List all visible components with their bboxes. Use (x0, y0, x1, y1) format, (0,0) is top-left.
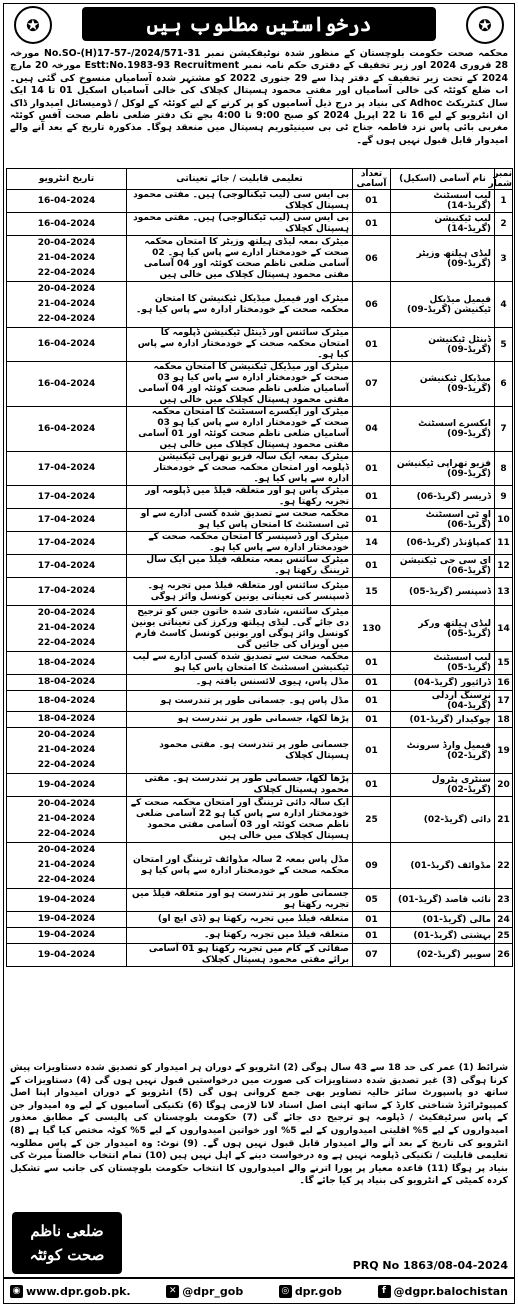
row-post-count: 01 (353, 774, 391, 797)
signature-line-1: ضلعی ناظم (30, 1222, 104, 1240)
interview-date: 19-04-2024 (37, 914, 96, 924)
interview-date: 20-04-2024 (37, 845, 96, 855)
interview-date: 20-04-2024 (37, 799, 96, 809)
interview-date: 17-04-2024 (37, 491, 96, 502)
row-post-name: لیب ٹیکنیشن (گریڈ-14) (391, 213, 495, 236)
interview-date: 19-04-2024 (37, 894, 96, 905)
advertisement-page (3, 3, 515, 1304)
row-post-count: 01 (353, 555, 391, 578)
table-row (7, 213, 513, 236)
interview-date: 17-04-2024 (37, 463, 96, 473)
header-sn: نمبر شمار (488, 169, 512, 189)
row-interview-dates (7, 282, 127, 328)
website-text: www.dpr.gob.pk. (26, 1284, 131, 1298)
table-row (7, 652, 513, 675)
row-post-name: نرسنگ اردلی (گریڈ-04) (391, 691, 495, 712)
footer-instagram[interactable] (279, 1285, 342, 1298)
interview-date: 16-04-2024 (37, 339, 96, 349)
row-serial-number: 26 (495, 944, 513, 967)
interview-date: 16-04-2024 (37, 218, 96, 229)
table-row (7, 912, 513, 928)
table-row (7, 328, 513, 362)
row-interview-dates (7, 578, 127, 606)
advertisement-title: درخواستیں مطلوب ہیں (82, 7, 436, 41)
interview-date: 20-04-2024 (37, 730, 96, 740)
row-interview-dates (7, 675, 127, 691)
row-post-count: 25 (353, 797, 391, 843)
row-qualification: میٹرک اور فیمیل میڈیکل ٹیکنیشن کا امتحان محکمہ صحت کے خودمختار ادارہ سے پاس کیا ہو۔ (127, 282, 353, 328)
signature-line-2: صحت کوئٹہ (29, 1246, 105, 1264)
row-post-name: لیڈی ہیلتھ وزیٹر (گریڈ-09) (391, 236, 495, 282)
table-row (7, 282, 513, 328)
interview-date: 21-04-2024 (37, 623, 96, 633)
row-qualification: میٹرک بمعہ ایک سالہ فزیو تھراپی ٹیکنیشن ڈپلومہ اور امتحان محکمہ صحت کے خودمختار ادارہ سے پاس کیا ہو۔ (127, 452, 353, 486)
interview-date: 16-04-2024 (37, 195, 96, 206)
row-post-name: مڈوائف (گریڈ-01) (391, 843, 495, 889)
table-row (7, 236, 513, 282)
table-row (7, 691, 513, 712)
row-interview-dates (7, 843, 127, 889)
row-post-name: لیب اسسٹنٹ (گریڈ-05) (391, 652, 495, 675)
instagram-icon: ◎ (279, 1285, 292, 1298)
row-post-count: 06 (353, 236, 391, 282)
interview-date: 18-04-2024 (37, 657, 96, 668)
table-row (7, 889, 513, 912)
interview-date: 21-04-2024 (37, 299, 96, 309)
interview-date: 21-04-2024 (37, 253, 96, 263)
row-interview-dates (7, 889, 127, 912)
table-row (7, 774, 513, 797)
row-serial-number: 20 (495, 774, 513, 797)
row-post-count: 01 (353, 912, 391, 928)
table-row (7, 555, 513, 578)
globe-icon: ◉ (10, 1285, 23, 1298)
table-row (7, 509, 513, 532)
row-post-count: 01 (353, 509, 391, 532)
row-post-count: 01 (353, 712, 391, 728)
row-qualification: میٹرک اور ایکسرے اسسٹنٹ کا امتحان محکمہ صحت کے خودمختار ادارہ سے پاس کیا ہو 03 آسامیاں ضلعی ناظم صحت کوئٹہ اور 01 آسامی مفتی محمود ہسپتال کچلاک میں خالی ہیں (127, 407, 353, 452)
table-row (7, 675, 513, 691)
row-post-name: ای سی جی ٹیکنیشن (گریڈ-06) (391, 555, 495, 578)
interview-date: 22-04-2024 (37, 314, 96, 324)
row-qualification: پڑھا لکھا، جسمانی طور پر تندرست ہو۔ مفتی محمود ہسپتال کچلاک (127, 774, 353, 797)
row-interview-dates (7, 213, 127, 236)
row-serial-number: 21 (495, 797, 513, 843)
interview-date: 20-04-2024 (37, 284, 96, 294)
vacancies-table (6, 168, 513, 967)
row-qualification: ایک سالہ دائی ٹریننگ اور امتحان محکمہ صحت کے خودمختار ادارہ سے پاس کیا ہو 22 آسامی ضلعی ناظم صحت کوئٹہ اور 03 آسامی مفتی محمود ہسپتال کچلاک میں خالی ہیں (127, 797, 353, 843)
twitter-icon: ✕ (166, 1285, 179, 1298)
row-serial-number: 17 (495, 691, 513, 712)
row-post-count: 06 (353, 282, 391, 328)
row-serial-number: 13 (495, 578, 513, 606)
row-qualification: بی ایس سی (لیب ٹیکنالوجی) ہیں۔ مفتی محمود ہسپتال کچلاک (127, 213, 353, 236)
row-post-count: 01 (353, 728, 391, 774)
table-row (7, 578, 513, 606)
row-post-name: او ٹی اسسٹنٹ (گریڈ-06) (391, 509, 495, 532)
table-row (7, 190, 513, 213)
row-interview-dates (7, 797, 127, 843)
table-row (7, 407, 513, 452)
header-interview-date: تاریخ انٹرویو (7, 169, 127, 190)
interview-date: 18-04-2024 (37, 695, 96, 706)
row-post-name: میڈیکل ٹیکنیشن (گریڈ-09) (391, 362, 495, 407)
row-post-name: ڈینٹل ٹیکنیشن (گریڈ-09) (391, 328, 495, 362)
interview-date: 21-04-2024 (37, 860, 96, 870)
row-post-name: سنٹری پٹرول (گریڈ-02) (391, 774, 495, 797)
interview-date: 18-04-2024 (37, 677, 96, 687)
row-serial-number: 10 (495, 509, 513, 532)
table-row (7, 797, 513, 843)
row-post-name: کمپاؤنڈر (گریڈ-06) (391, 532, 495, 555)
row-serial-number: 16 (495, 675, 513, 691)
interview-date: 20-04-2024 (37, 608, 96, 618)
table-row (7, 606, 513, 652)
row-post-count: 01 (353, 190, 391, 213)
row-qualification: جسمانی طور پر تندرست ہو اور متعلقہ فیلڈ میں تجربہ رکھتا ہو (127, 889, 353, 912)
health-department-emblem-icon: ✪ (466, 6, 504, 44)
row-qualification: جسمانی طور پر تندرست ہو۔ مفتی محمود ہسپتال کچلاک (127, 728, 353, 774)
interview-date: 21-04-2024 (37, 745, 96, 755)
table-row (7, 843, 513, 889)
table-row (7, 928, 513, 944)
row-post-count: 07 (353, 944, 391, 967)
interview-date: 16-04-2024 (37, 378, 96, 389)
table-row (7, 728, 513, 774)
row-post-count: 15 (353, 578, 391, 606)
row-post-name: لیڈی ہیلتھ ورکر (گریڈ-05) (391, 606, 495, 652)
row-interview-dates (7, 236, 127, 282)
row-serial-number: 2 (495, 213, 513, 236)
row-post-count: 01 (353, 675, 391, 691)
row-post-count: 04 (353, 407, 391, 452)
row-post-name: فزیو تھراپی ٹیکنیشن (گریڈ-09) (391, 452, 495, 486)
row-post-count: 07 (353, 362, 391, 407)
footer-facebook[interactable] (378, 1285, 508, 1298)
row-qualification: میٹرک پاس ہو اور متعلقہ فیلڈ میں ڈپلومہ اور تجربہ رکھتا ہو۔ (127, 486, 353, 509)
row-post-count: 01 (353, 328, 391, 362)
row-interview-dates (7, 728, 127, 774)
row-interview-dates (7, 555, 127, 578)
row-interview-dates (7, 328, 127, 362)
interview-date: 17-04-2024 (37, 537, 96, 548)
row-serial-number: 7 (495, 407, 513, 452)
row-interview-dates (7, 452, 127, 486)
row-qualification: محکمہ صحت سے تصدیق شدہ کسی ادارے سے لیب ٹیکنیشن اسسٹنٹ کا امتحان پاس کیا ہو (127, 652, 353, 675)
row-interview-dates (7, 606, 127, 652)
table-row (7, 452, 513, 486)
interview-date: 22-04-2024 (37, 638, 96, 648)
row-post-name: ایکسرے اسسٹنٹ (گریڈ-09) (391, 407, 495, 452)
table-row (7, 486, 513, 509)
row-serial-number: 19 (495, 728, 513, 774)
row-qualification: میٹرک سائنس اور متعلقہ فیلڈ میں تجربہ ہو۔ ڈسپنسر کی تعیناتی یونین کونسل وائز ہوگی (127, 578, 353, 606)
row-serial-number: 15 (495, 652, 513, 675)
row-serial-number: 6 (495, 362, 513, 407)
row-qualification: میٹرک اور ڈسپنسر کا امتحان محکمہ صحت کے خودمختار ادارہ سے پاس کیا ہو۔ (127, 532, 353, 555)
row-serial-number: 18 (495, 712, 513, 728)
instagram-handle: dpr.gob (294, 1284, 342, 1298)
interview-date: 20-04-2024 (37, 238, 96, 248)
row-qualification: بی ایس سی (لیب ٹیکنالوجی) ہیں۔ مفتی محمود ہسپتال کچلاک (127, 190, 353, 213)
table-row (7, 712, 513, 728)
row-qualification: صفائی کے کام میں تجربہ رکھتا ہو 01 آسامی برائے مفتی محمود ہسپتال کچلاک (127, 944, 353, 967)
row-interview-dates (7, 190, 127, 213)
row-post-name: چوکیدار (گریڈ-01) (391, 712, 495, 728)
row-qualification: متعلقہ فیلڈ میں تجربہ رکھتا ہو (ڈی ایچ او) (127, 912, 353, 928)
header-count: تعداد آسامی (353, 169, 391, 190)
row-post-name: نائب قاصد (گریڈ-01) (391, 889, 495, 912)
row-post-count: 05 (353, 889, 391, 912)
prq-number: PRQ No 1863/08-04-2024 (352, 1259, 508, 1272)
table-header-row (7, 169, 513, 190)
vacancies-table-body (7, 190, 513, 967)
row-serial-number: 23 (495, 889, 513, 912)
row-qualification: مڈل پاس ہو۔ جسمانی طور پر تندرست ہو (127, 691, 353, 712)
row-post-name: ڈسپنسر (گریڈ-05) (391, 578, 495, 606)
interview-date: 17-04-2024 (37, 586, 96, 596)
row-serial-number: 8 (495, 452, 513, 486)
row-interview-dates (7, 712, 127, 728)
row-interview-dates (7, 509, 127, 532)
row-post-name: مالی (گریڈ-01) (391, 912, 495, 928)
row-post-count: 01 (353, 691, 391, 712)
interview-date: 17-04-2024 (37, 514, 96, 525)
row-post-name: ڈریسر (گریڈ-06) (391, 486, 495, 509)
row-qualification: پڑھا لکھا، جسمانی طور پر تندرست ہو (127, 712, 353, 728)
interview-date: 22-04-2024 (37, 829, 96, 839)
row-qualification: محکمہ صحت سے تصدیق شدہ کسی ادارے سے او ٹی اسسٹنٹ کا امتحان پاس کیا ہو (127, 509, 353, 532)
row-qualification: میٹرک سائنس بمعہ متعلقہ فیلڈ میں ایک سال ٹریننگ رکھتا ہو۔ (127, 555, 353, 578)
row-post-name: فیمیل وارڈ سرونٹ (گریڈ-02) (391, 728, 495, 774)
interview-date: 16-04-2024 (37, 423, 96, 434)
row-interview-dates (7, 652, 127, 675)
row-serial-number: 5 (495, 328, 513, 362)
row-post-count: 01 (353, 452, 391, 486)
row-qualification: میٹرک سائنس، شادی شدہ خاتون جس کو ترجیح دی جائے گی۔ لیڈی ہیلتھ ورکرز کی تعیناتی یونین کونسل وائز ہوگی اور یونین کونسل کاسٹ فارم میں آویزاں کی جائیں گی (127, 606, 353, 652)
row-serial-number: 14 (495, 606, 513, 652)
row-interview-dates (7, 912, 127, 928)
table-row (7, 362, 513, 407)
row-serial-number: 4 (495, 282, 513, 328)
balochistan-emblem-icon: ✪ (14, 6, 52, 44)
row-interview-dates (7, 944, 127, 967)
row-interview-dates (7, 407, 127, 452)
interview-date: 19-04-2024 (37, 779, 96, 790)
interview-date: 21-04-2024 (37, 814, 96, 824)
row-serial-number: 9 (495, 486, 513, 509)
row-qualification: میٹرک سائنس اور ڈینٹل ٹیکنیشن ڈپلومہ کا امتحان محکمہ صحت کے خودمختار ادارہ سے پاس کیا ہو۔ (127, 328, 353, 362)
row-qualification: مڈل پاس بمعہ 2 سالہ مڈوائف ٹریننگ اور امتحان محکمہ صحت کے خودمختار ادارہ سے پاس کیا ہو (127, 843, 353, 889)
signature-box (12, 1212, 122, 1274)
header-post: نام آسامی (اسکیل) (391, 169, 495, 190)
interview-date: 19-04-2024 (37, 949, 96, 960)
row-post-name: لیب اسسٹنٹ (گریڈ-14) (391, 190, 495, 213)
row-serial-number: 3 (495, 236, 513, 282)
row-post-name: دائی (گریڈ-02) (391, 797, 495, 843)
row-post-count: 01 (353, 652, 391, 675)
row-post-count: 01 (353, 213, 391, 236)
row-post-count: 130 (353, 606, 391, 652)
row-interview-dates (7, 774, 127, 797)
row-post-name: سویپر (گریڈ-02) (391, 944, 495, 967)
intro-paragraph: محکمہ صحت حکومت بلوچستان کے منظور شدہ نوٹیفکیشن نمبر No.SO-(H)17-57-/2024/571-31 مورخہ 28 فروری 2024 اور زیر تخفیف کے دفتری حکم نامہ نمبر Estt:No.1983-93 Recruitment مورخہ 20 مارچ 2024 کے تحت زیر تخفیف کے دفتر ہذا سے 29 جنوری 2022 کو مشتہر شدہ آسامیاں منسوخ کی گئی ہیں۔ اب ضلع کوئٹہ کی خالی آسامیاں اور مفتی محمود ہسپتال کچلاک کی خالی آسامیاں اسکیل 01 تا 14 ایک سال کنٹریکٹ Adhoc کی بنیاد پر درج ذیل آسامیوں کو پر کرنے کے لیے کوئٹہ کے لوکل / ڈومیسائل امیدوار ڈاک ان انٹرویو کے لیے 16 تا 22 اپریل 2024 کو صبح 9:00 تا 4:00 بجے تک دفتر ضلعی ناظم صحت آفس کوئٹہ مغربی بائی پاس نزد فاطمہ جناح ٹی بی سینیٹوریم ہسپتال میں منعقد ہوگا۔ مذکورہ تاریخ کے بعد آنے والے امیدوار قابل قبول نہیں ہوں گے۔ (10, 48, 509, 146)
row-qualification: میٹرک اور میڈیکل ٹیکنیشن کا امتحان محکمہ صحت کے خودمختار ادارہ سے پاس کیا ہو 03 آسامیاں ضلعی ناظم صحت کوئٹہ اور 04 آسامی مفتی محمود ہسپتال کچلاک میں خالی ہیں (127, 362, 353, 407)
row-qualification: میٹرک بمعہ لیڈی ہیلتھ وزیٹر کا امتحان محکمہ صحت کے خودمختار ادارے سے پاس کیا ہو۔ 02 آسامی ضلعی ناظم صحت کوئٹہ اور 04 آسامی مفتی محمود ہسپتال کچلاک میں خالی ہیں (127, 236, 353, 282)
facebook-icon: f (378, 1285, 391, 1298)
footer-twitter[interactable] (166, 1285, 243, 1298)
row-post-count: 09 (353, 843, 391, 889)
row-interview-dates (7, 486, 127, 509)
interview-date: 19-04-2024 (37, 930, 96, 940)
row-interview-dates (7, 691, 127, 712)
interview-date: 18-04-2024 (37, 714, 96, 724)
row-qualification: متعلقہ فیلڈ میں تجربہ رکھتا ہو۔ (127, 928, 353, 944)
interview-date: 22-04-2024 (37, 760, 96, 770)
footer-bar (4, 1277, 514, 1303)
row-post-count: 01 (353, 928, 391, 944)
header-qualification: تعلیمی قابلیت / جائے تعیناتی (127, 169, 353, 190)
twitter-handle: @dpr_gob (182, 1284, 244, 1298)
row-post-name: ڈرائیور (گریڈ-04) (391, 675, 495, 691)
interview-date: 22-04-2024 (37, 875, 96, 885)
facebook-handle: @dgpr.balochistan (393, 1284, 508, 1298)
table-row (7, 944, 513, 967)
row-post-name: بہشتی (گریڈ-01) (391, 928, 495, 944)
row-post-count: 01 (353, 486, 391, 509)
row-serial-number: 25 (495, 928, 513, 944)
row-interview-dates (7, 362, 127, 407)
row-serial-number: 22 (495, 843, 513, 889)
row-serial-number: 1 (495, 190, 513, 213)
row-serial-number: 24 (495, 912, 513, 928)
row-interview-dates (7, 928, 127, 944)
interview-date: 22-04-2024 (37, 268, 96, 278)
table-row (7, 532, 513, 555)
row-serial-number: 11 (495, 532, 513, 555)
row-qualification: مڈل پاس، ہیوی لائسنس یافتہ ہو۔ (127, 675, 353, 691)
row-post-count: 14 (353, 532, 391, 555)
interview-date: 17-04-2024 (37, 560, 96, 571)
row-serial-number: 12 (495, 555, 513, 578)
advertisement-header (4, 4, 514, 46)
row-interview-dates (7, 532, 127, 555)
footer-website[interactable] (10, 1285, 131, 1298)
conditions-paragraph: شرائط (1) عمر کی حد 18 سے 43 سال ہوگی (2) انٹرویو کے دوران ہر امیدوار کو تصدیق شدہ دستاویزات پیش کرنا ہوگی (3) غیر تصدیق شدہ دستاویزات کی صورت میں درخواستیں قبول نہیں ہوں گی (4) دستاویزات کے ساتھ دو پاسپورٹ سائز حالیہ تصاویر بھی جمع کروانی ہوں گی (5) انٹرویو کے دوران امیدوار اپنا اصل کمپیوٹرائزڈ شناختی کارڈ کے ساتھ اپنی اصل اسناد لانا لازمی ہوگا (6) تکنیکی آسامیوں کے لیے وہ امیدوار جن کے پاس سرٹیفکیٹ / ڈپلومہ ہو ترجیح دی جائے گی (7) حکومت بلوچستان کی پالیسی کے مطابق معذور امیدواروں کے لیے 5% اقلیتی امیدواروں کے لیے 5% اور خواتین امیدواروں کے لیے 5% کوٹہ مختص کیا گیا ہے (8) انٹرویو کی تاریخ کے بعد آنے والے امیدوار قابل قبول نہیں ہوں گے۔ (9) نوٹ: وہ امیدوار جن کے پاس مطلوبہ تعلیمی قابلیت / تکنیکی ڈپلومہ نہیں ہے وہ درخواست دینے کے اہل نہیں ہیں (10) تمام انتخاب خالصتاً میرٹ کی بنیاد پر ہوگا (11) قاعدہ معیار پر پورا اترنے والے امیدواروں کا انتخاب حکومت بلوچستان کی جانب سے تشکیل کردہ کمیٹی کے انٹرویو کی بنیاد پر کیا جائے گا۔ (10, 1062, 508, 1187)
row-post-name: فیمیل میڈیکل ٹیکنیشن (گریڈ-09) (391, 282, 495, 328)
